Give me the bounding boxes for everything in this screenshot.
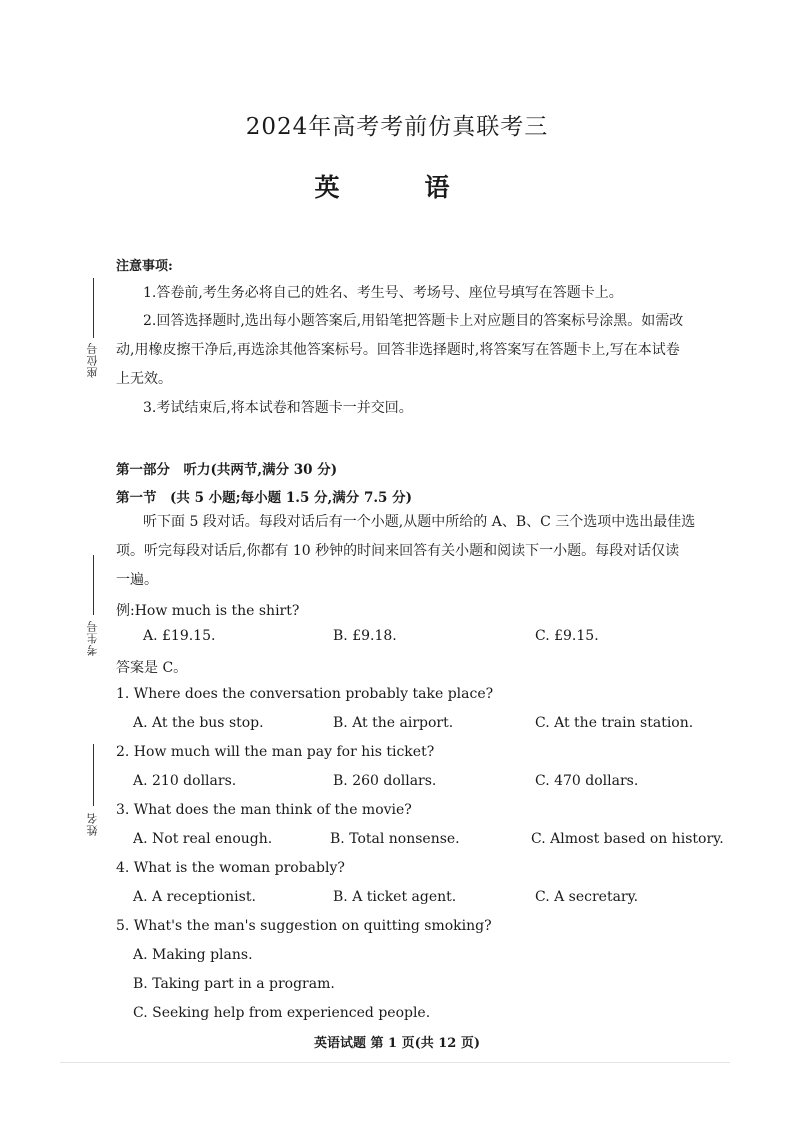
exam-no-label: 考生号 [86, 620, 99, 656]
question-2-option-c: C. 470 dollars. [535, 773, 639, 789]
seat-line [93, 278, 94, 338]
question-4: 4. What is the woman probably? [116, 860, 345, 876]
part-1-heading: 第一部分 听力(共两节,满分 30 分) [116, 462, 338, 478]
question-4-option-a: A. A receptionist. [133, 889, 256, 905]
seat-label: 座位号 [86, 342, 99, 378]
instruction-line-1: 听下面 5 段对话。每段对话后有一个小题,从题中所给的 A、B、C 三个选项中选出最佳选 [143, 514, 696, 530]
question-5-option-b: B. Taking part in a program. [133, 976, 335, 992]
question-3-option-a: A. Not real enough. [133, 831, 273, 847]
example-question: 例:How much is the shirt? [116, 603, 300, 619]
page-title: 2024年高考考前仿真联考三 [245, 114, 549, 140]
question-1: 1. Where does the conversation probably take place? [116, 686, 494, 702]
question-1-option-b: B. At the airport. [333, 715, 454, 731]
instruction-line-3: 一遍。 [116, 572, 158, 588]
question-1-option-a: A. At the bus stop. [133, 715, 264, 731]
notice-heading: 注意事项: [116, 259, 173, 274]
question-5-option-c: C. Seeking help from experienced people. [133, 1005, 431, 1021]
section-1-heading: 第一节 (共 5 小题;每小题 1.5 分,满分 7.5 分) [116, 490, 413, 506]
question-4-option-b: B. A ticket agent. [333, 889, 457, 905]
notice-item-1: 1.答卷前,考生务必将自己的姓名、考生号、考场号、座位号填写在答题卡上。 [143, 285, 623, 301]
notice-item-3: 3.考试结束后,将本试卷和答题卡一并交回。 [143, 400, 413, 416]
question-3-option-c: C. Almost based on history. [531, 831, 724, 847]
page-footer: 英语试题 第 1 页(共 12 页) [313, 1036, 481, 1051]
example-option-b: B. £9.18. [333, 628, 397, 644]
notice-item-2-line-1: 2.回答选择题时,选出每小题答案后,用铅笔把答题卡上对应题目的答案标号涂黑。如需改 [143, 313, 684, 329]
question-4-option-c: C. A secretary. [535, 889, 639, 905]
instruction-line-2: 项。听完每段对话后,你都有 10 秒钟的时间来回答有关小题和阅读下一小题。每段对话仅读 [116, 543, 680, 559]
example-option-a: A. £19.15. [143, 628, 216, 644]
subject-title: 英 语 [314, 173, 480, 202]
example-answer: 答案是 C。 [116, 660, 188, 676]
name-label: 姓名 [86, 812, 99, 836]
question-3-option-b: B. Total nonsense. [330, 831, 460, 847]
name-line [93, 744, 94, 806]
bottom-divider [60, 1062, 730, 1063]
question-2: 2. How much will the man pay for his ticket? [116, 744, 435, 760]
example-option-c: C. £9.15. [535, 628, 599, 644]
notice-item-2-line-2: 动,用橡皮擦干净后,再选涂其他答案标号。回答非选择题时,将答案写在答题卡上,写在本试卷 [116, 342, 680, 358]
question-2-option-a: A. 210 dollars. [133, 773, 237, 789]
question-5-option-a: A. Making plans. [133, 947, 253, 963]
question-5: 5. What's the man's suggestion on quitting smoking? [116, 918, 492, 934]
exam-no-line [93, 555, 94, 615]
question-3: 3. What does the man think of the movie? [116, 802, 412, 818]
notice-item-2-line-3: 上无效。 [116, 371, 172, 387]
question-2-option-b: B. 260 dollars. [333, 773, 437, 789]
question-1-option-c: C. At the train station. [535, 715, 694, 731]
